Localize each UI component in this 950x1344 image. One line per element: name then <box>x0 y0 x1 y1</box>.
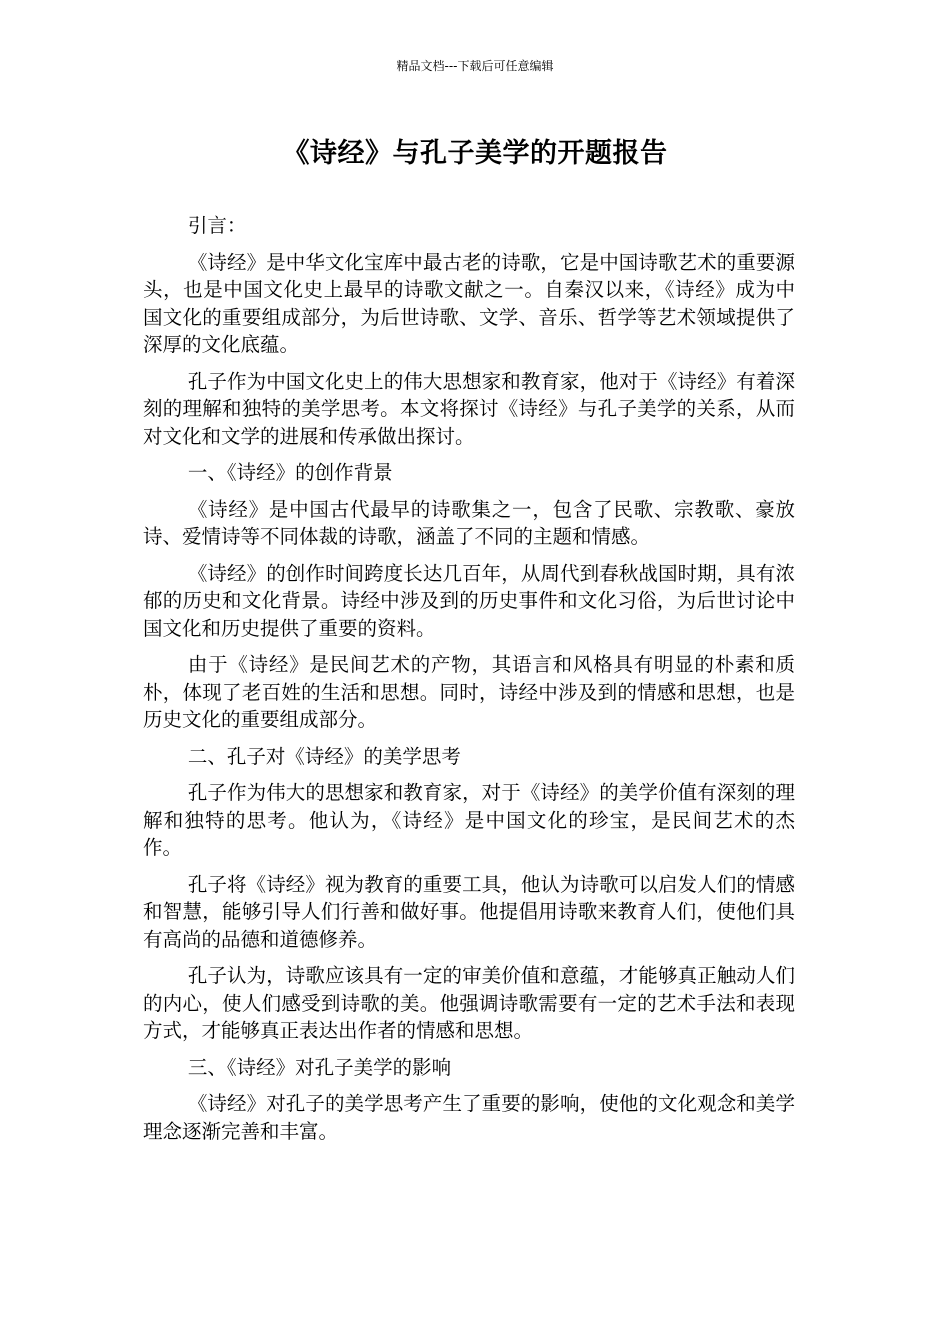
document-title: 《诗经》与孔子美学的开题报告 <box>282 138 668 169</box>
section-heading: 三、《诗经》对孔子美学的影响 <box>187 1055 452 1079</box>
body-paragraph: 孔子作为中国文化史上的伟大思想家和教育家，他对于《诗经》有着深刻的理解和独特的美学思考。本文将探讨《诗经》与孔子美学的关系，从而对文化和文学的进展和传承做出探讨。 <box>143 369 795 448</box>
body-paragraph: 由于《诗经》是民间艺术的产物，其语言和风格具有明显的朴素和质朴，体现了老百姓的生活和思想。同时，诗经中涉及到的情感和思想，也是历史文化的重要组成部分。 <box>143 653 795 731</box>
body-paragraph: 孔子认为，诗歌应该具有一定的审美价值和意蕴，才能够真正触动人们的内心，使人们感受到诗歌的美。他强调诗歌需要有一定的艺术手法和表现方式，才能够真正表达出作者的情感和思想。 <box>143 964 795 1042</box>
body-paragraph: 《诗经》是中国古代最早的诗歌集之一，包含了民歌、宗教歌、豪放诗、爱情诗等不同体裁的诗歌，涵盖了不同的主题和情感。 <box>143 497 795 548</box>
body-paragraph: 《诗经》对孔子的美学思考产生了重要的影响，使他的文化观念和美学理念逐渐完善和丰富。 <box>143 1092 795 1143</box>
body-paragraph: 《诗经》是中华文化宝库中最古老的诗歌，它是中国诗歌艺术的重要源头，也是中国文化史上最早的诗歌文献之一。自秦汉以来，《诗经》成为中国文化的重要组成部分，为后世诗歌、文学、音乐、哲学等艺术领域提供了深厚的文化底蕴。 <box>143 250 795 356</box>
document-body <box>143 212 795 1154</box>
section-heading: 一、《诗经》的创作背景 <box>187 461 393 484</box>
intro-label: 引言： <box>187 214 247 237</box>
body-paragraph: 孔子将《诗经》视为教育的重要工具，他认为诗歌可以启发人们的情感和智慧，能够引导人们行善和做好事。他提倡用诗歌来教育人们，使他们具有高尚的品德和道德修养。 <box>143 872 795 951</box>
section-heading: 二、孔子对《诗经》的美学思考 <box>187 744 461 768</box>
body-paragraph: 孔子作为伟大的思想家和教育家，对于《诗经》的美学价值有深刻的理解和独特的思考。他认为，《诗经》是中国文化的珍宝，是民间艺术的杰作。 <box>143 781 795 859</box>
page-header-note: 精品文档---下载后可任意编辑 <box>396 59 554 73</box>
body-paragraph: 《诗经》的创作时间跨度长达几百年，从周代到春秋战国时期，具有浓郁的历史和文化背景。诗经中涉及到的历史事件和文化习俗，为后世讨论中国文化和历史提供了重要的资料。 <box>143 561 795 640</box>
